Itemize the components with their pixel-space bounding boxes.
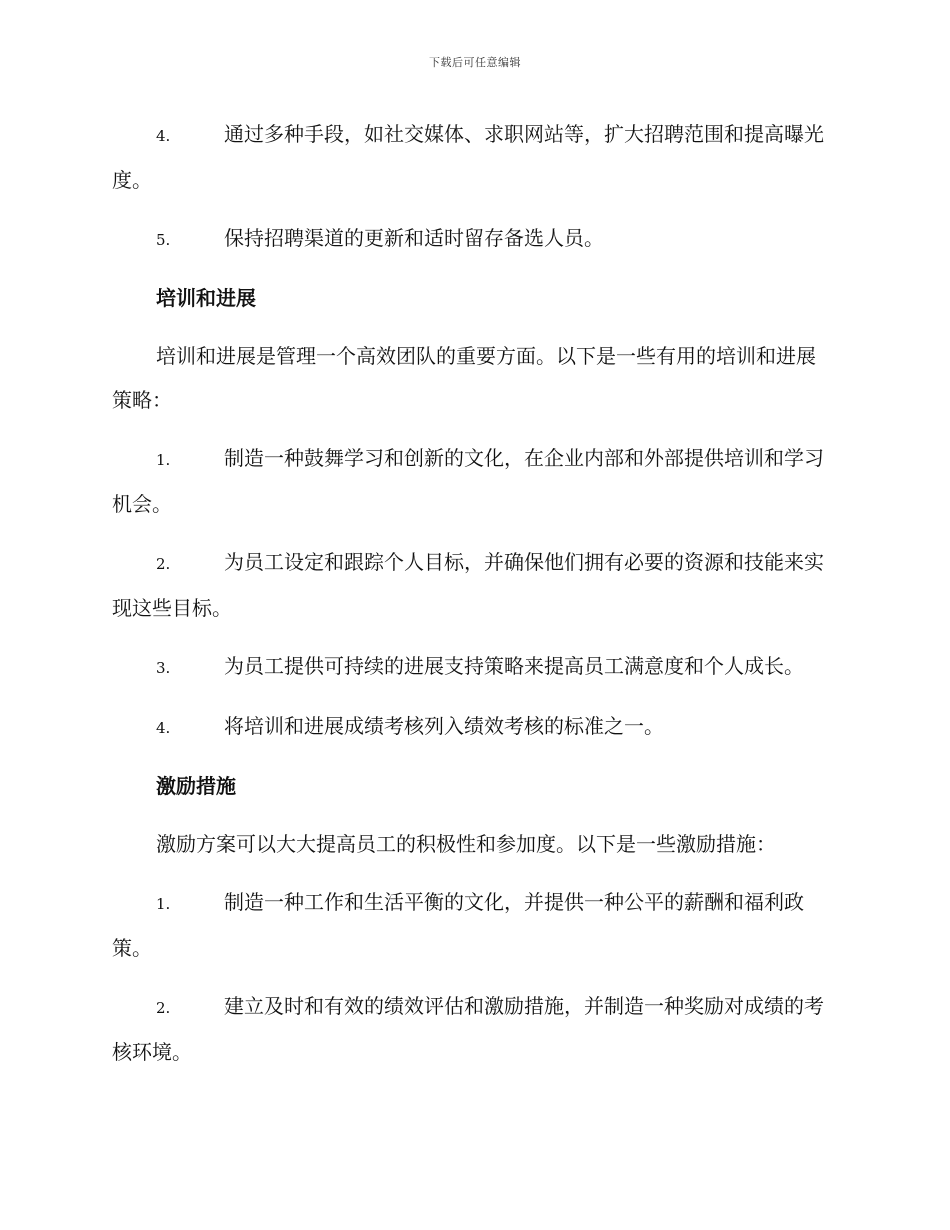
list-item <box>112 984 834 1074</box>
list-item <box>112 436 834 526</box>
list-item-text: 将培训和进展成绩考核列入绩效考核的标准之一。 <box>224 714 664 738</box>
list-item <box>112 112 834 202</box>
document-body <box>112 112 834 1088</box>
list-item <box>112 704 834 750</box>
list-number: 4. <box>156 719 171 737</box>
list-item <box>112 216 834 262</box>
section-intro-training: 培训和进展是管理一个高效团队的重要方面。以下是一些有用的培训和进展策略： <box>112 344 816 412</box>
list-item-text: 建立及时和有效的绩效评估和激励措施，并制造一种奖励对成绩的考核环境。 <box>112 994 824 1064</box>
list-item <box>112 540 834 630</box>
list-number: 1. <box>156 895 171 913</box>
list-item-text: 制造一种鼓舞学习和创新的文化，在企业内部和外部提供培训和学习机会。 <box>112 446 824 516</box>
list-item-text: 制造一种工作和生活平衡的文化，并提供一种公平的薪酬和福利政策。 <box>112 890 804 960</box>
list-item-text: 为员工提供可持续的进展支持策略来提高员工满意度和个人成长。 <box>224 654 804 678</box>
list-number: 3. <box>156 659 171 677</box>
list-number: 2. <box>156 555 171 573</box>
section-heading-training: 培训和进展 <box>156 286 256 310</box>
list-item-text: 通过多种手段，如社交媒体、求职网站等，扩大招聘范围和提高曝光度。 <box>112 122 824 192</box>
list-number: 4. <box>156 127 171 145</box>
section-intro-incentive: 激励方案可以大大提高员工的积极性和参加度。以下是一些激励措施： <box>156 832 776 856</box>
page-header-note: 下载后可任意编辑 <box>429 56 521 69</box>
list-number: 2. <box>156 999 171 1017</box>
list-item <box>112 880 834 970</box>
list-number: 1. <box>156 451 171 469</box>
section-heading-incentive: 激励措施 <box>156 774 236 798</box>
list-item <box>112 644 834 690</box>
list-number: 5. <box>156 231 171 249</box>
list-item-text: 为员工设定和跟踪个人目标，并确保他们拥有必要的资源和技能来实现这些目标。 <box>112 550 824 620</box>
list-item-text: 保持招聘渠道的更新和适时留存备选人员。 <box>224 226 604 250</box>
